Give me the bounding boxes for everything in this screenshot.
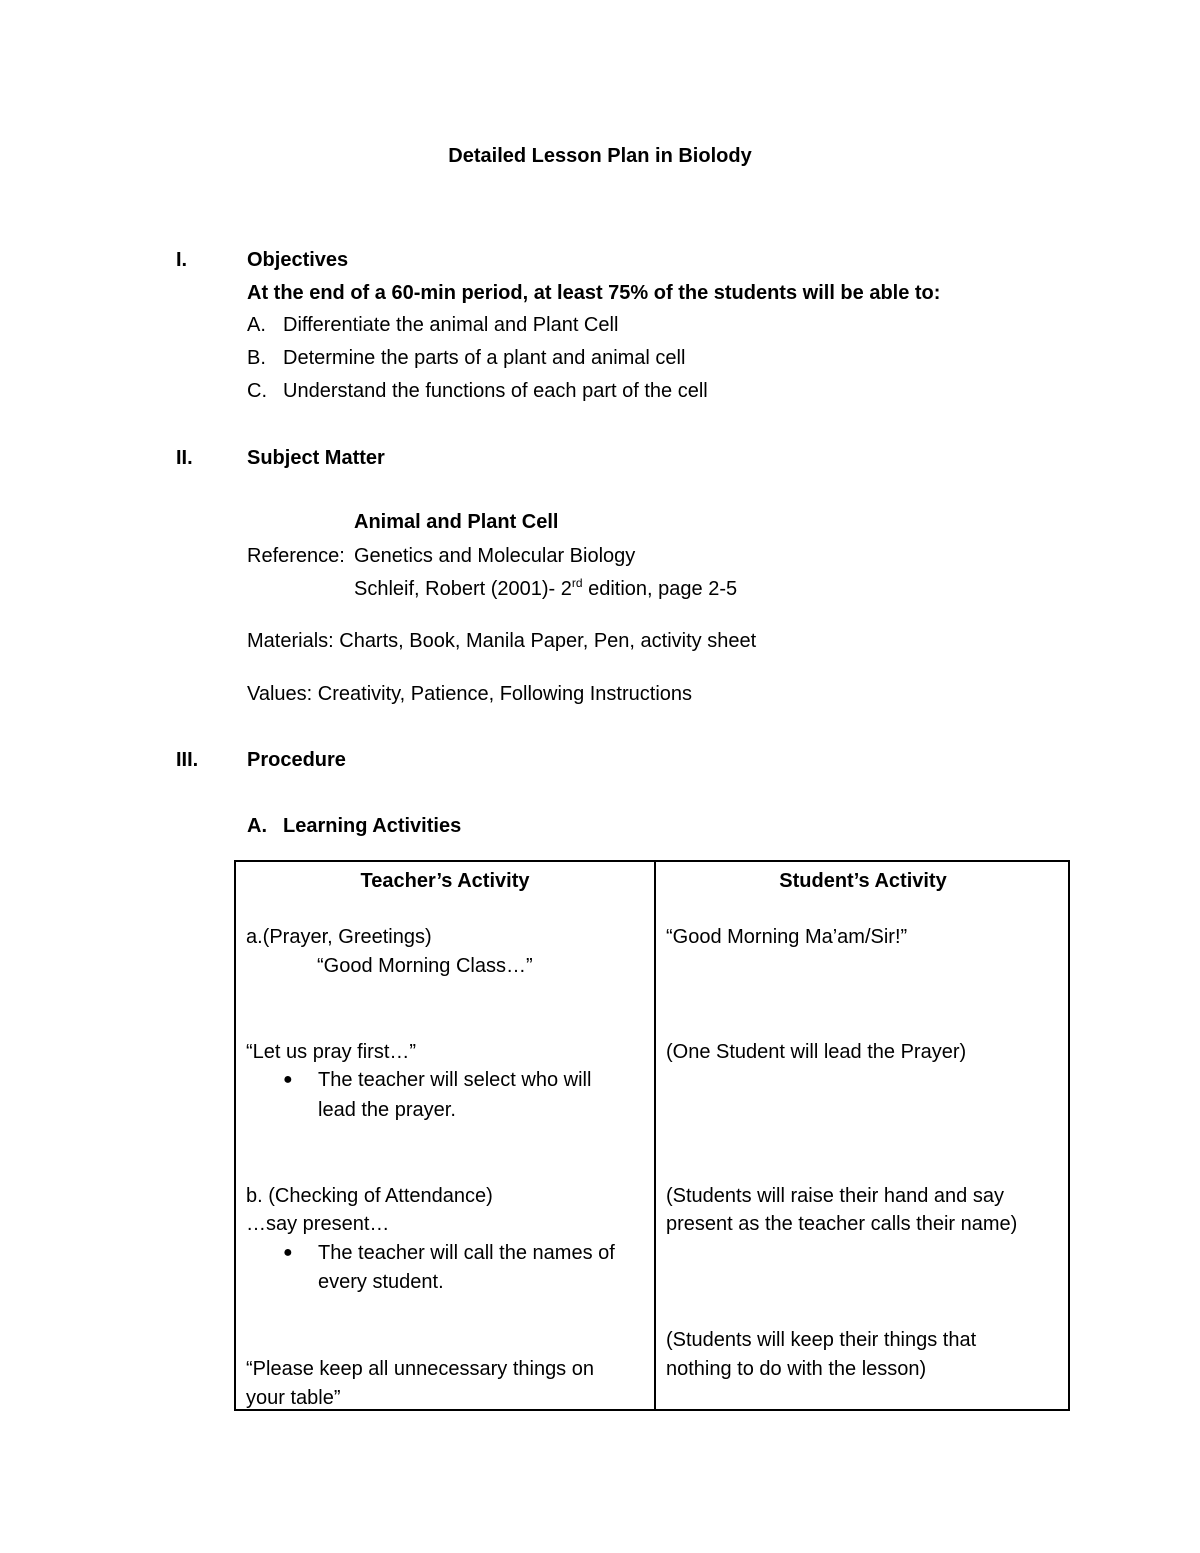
student-keep-things-line2: nothing to do with the lesson) (666, 1358, 927, 1380)
bullet-dot-icon: ● (283, 1244, 293, 1261)
teacher-select-leader-line2: lead the prayer. (318, 1099, 456, 1121)
objective-item-c: Understand the functions of each part of the cell (283, 380, 708, 402)
teacher-call-names-line1: The teacher will call the names of (318, 1242, 615, 1264)
section-numeral-subject-matter: II. (176, 447, 193, 469)
section-numeral-procedure: III. (176, 749, 199, 771)
student-attendance-line2: present as the teacher calls their name) (666, 1213, 1018, 1235)
student-activity-column (655, 861, 1069, 1410)
teacher-pray-quote: “Let us pray first…” (246, 1041, 417, 1063)
materials-line: Materials: Charts, Book, Manila Paper, Pen, activity sheet (247, 630, 757, 652)
teacher-prayer-greetings: a.(Prayer, Greetings) (246, 926, 432, 948)
objective-item-a: Differentiate the animal and Plant Cell (283, 314, 619, 336)
reference-title: Genetics and Molecular Biology (354, 545, 636, 567)
objective-item-b: Determine the parts of a plant and animal cell (283, 347, 686, 369)
procedure-sub-heading: Learning Activities (283, 815, 462, 837)
teacher-greeting-quote: “Good Morning Class…” (317, 955, 533, 977)
values-line: Values: Creativity, Patience, Following Instructions (247, 683, 693, 705)
section-heading-subject-matter: Subject Matter (247, 447, 385, 469)
teacher-activity-header: Teacher’s Activity (360, 870, 530, 892)
teacher-keep-things-line1: “Please keep all unnecessary things on (246, 1358, 594, 1380)
section-numeral-objectives: I. (176, 249, 188, 271)
teacher-call-names-line2: every student. (318, 1271, 444, 1293)
bullet-dot-icon: ● (283, 1071, 293, 1088)
student-attendance-line1: (Students will raise their hand and say (666, 1185, 1004, 1207)
objective-letter-a: A. (247, 314, 266, 336)
student-prayer-response: (One Student will lead the Prayer) (666, 1041, 967, 1063)
student-keep-things-line1: (Students will keep their things that (666, 1329, 977, 1351)
subject-topic: Animal and Plant Cell (354, 511, 559, 533)
document-title: Detailed Lesson Plan in Biolody (448, 145, 752, 167)
teacher-say-present: …say present… (246, 1213, 390, 1235)
section-heading-objectives: Objectives (247, 249, 349, 271)
reference-label: Reference: (247, 545, 345, 567)
teacher-attendance: b. (Checking of Attendance) (246, 1185, 493, 1207)
section-heading-procedure: Procedure (247, 749, 346, 771)
learning-activities-table (234, 860, 1070, 1411)
teacher-activity-column (235, 861, 655, 1410)
objective-letter-c: C. (247, 380, 267, 402)
teacher-keep-things-line2: your table” (246, 1387, 341, 1409)
objective-letter-b: B. (247, 347, 266, 369)
objectives-intro: At the end of a 60-min period, at least 75% of the students will be able to: (247, 282, 941, 304)
teacher-select-leader-line1: The teacher will select who will (318, 1069, 592, 1091)
reference-author: Schleif, Robert (2001)- 2rd edition, page 2-5 (354, 576, 738, 600)
procedure-sub-letter: A. (247, 815, 267, 837)
student-activity-header: Student’s Activity (779, 870, 947, 892)
student-greeting-quote: “Good Morning Ma’am/Sir!” (666, 926, 908, 948)
